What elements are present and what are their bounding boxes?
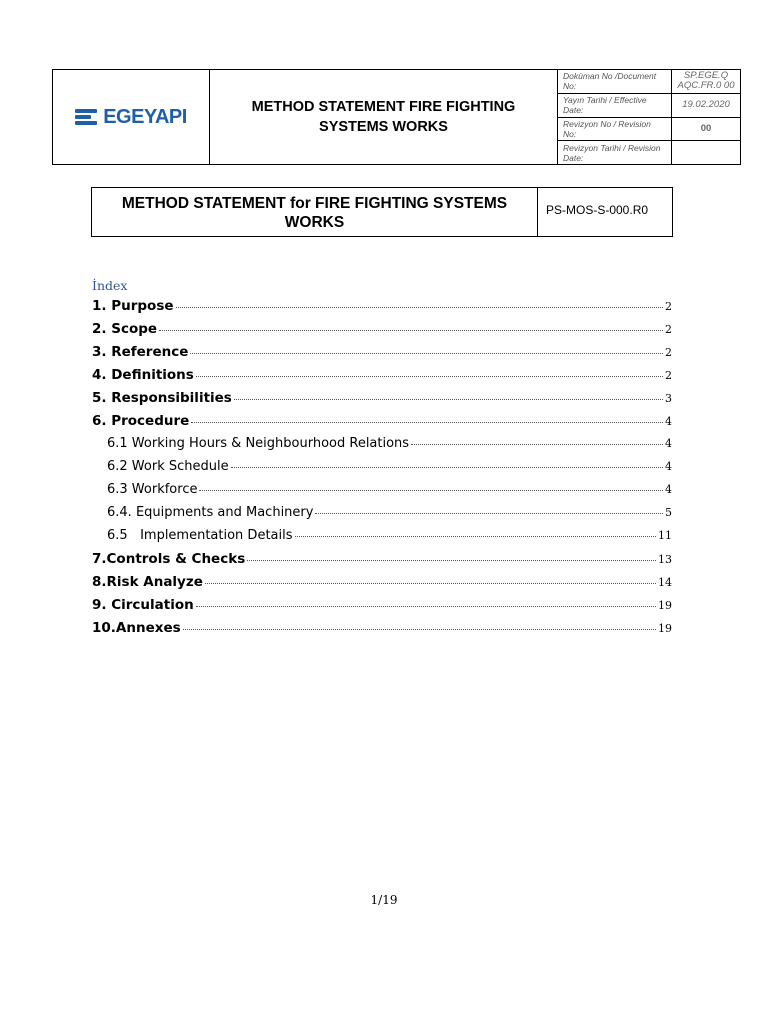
index-heading: İndex [92,278,128,293]
toc-entry-page: 4 [665,483,672,496]
toc-leader-dots [205,583,656,584]
toc-entry-page: 2 [665,323,672,336]
toc-entry-label: 6.5 Implementation Details [107,528,293,543]
toc-entry-label: 9. Circulation [92,597,194,613]
company-logo [75,106,187,129]
toc-entry[interactable] [92,298,672,321]
toc-entry[interactable] [92,321,672,344]
meta-label: Revizyon Tarihi / Revision Date: [558,141,672,164]
meta-row-effective-date [558,94,740,118]
toc-entry[interactable] [92,551,672,574]
toc-entry[interactable] [92,367,672,390]
meta-row-revision-date [558,141,740,164]
toc-entry-page: 2 [665,300,672,313]
toc-leader-dots [183,629,656,630]
meta-value: 19.02.2020 [682,99,730,111]
toc-leader-dots [196,376,663,377]
toc-entry-page: 4 [665,460,672,473]
toc-entry-label: 6. Procedure [92,413,190,429]
toc-entry-page: 3 [665,392,672,405]
toc-entry-page: 2 [665,369,672,382]
toc-entry[interactable] [92,620,672,643]
logo-mark-icon [75,108,99,126]
toc-leader-dots [190,353,663,354]
toc-entry-label: 6.1 Working Hours & Neighbourhood Relations [107,436,410,451]
toc-leader-dots [295,536,657,537]
toc-entry[interactable] [92,505,672,528]
toc-leader-dots [199,490,663,491]
toc-entry-page: 5 [665,506,672,519]
toc-entry-label: 5. Responsibilities [92,390,232,406]
toc-entry-label: 1. Purpose [92,298,174,314]
toc-entry-label: 7.Controls & Checks [92,551,246,567]
toc-leader-dots [247,560,656,561]
table-of-contents [92,298,672,643]
logo-cell [53,70,210,164]
toc-entry-label: 8.Risk Analyze [92,574,203,590]
meta-row-document-no [558,70,740,94]
meta-label: Revizyon No / Revision No: [558,118,672,141]
toc-entry[interactable] [92,459,672,482]
toc-leader-dots [191,422,663,423]
document-title-box [91,187,673,237]
toc-entry-label: 6.2 Work Schedule [107,459,229,474]
toc-entry-page: 13 [658,553,672,566]
toc-entry-page: 19 [658,622,672,635]
toc-leader-dots [315,513,663,514]
toc-entry-label: 6.3 Workforce [107,482,198,497]
toc-entry[interactable] [92,574,672,597]
toc-leader-dots [159,330,663,331]
header-title: METHOD STATEMENT FIRE FIGHTING SYSTEMS WORKS [210,70,558,164]
toc-leader-dots [411,444,663,445]
document-header-table [52,69,741,165]
toc-entry-label: 3. Reference [92,344,189,360]
toc-entry[interactable] [92,344,672,367]
toc-entry-page: 11 [658,529,672,542]
toc-entry[interactable] [92,482,672,505]
toc-entry[interactable] [92,436,672,459]
toc-entry[interactable] [92,390,672,413]
toc-entry-page: 4 [665,415,672,428]
toc-entry-page: 14 [658,576,672,589]
meta-label: Yayın Tarihi / Effective Date: [558,94,672,117]
toc-entry-label: 4. Definitions [92,367,194,383]
meta-row-revision-no [558,118,740,142]
meta-value: SP.EGE.Q AQC.FR.0 00 [677,70,735,92]
toc-entry-label: 6.4. Equipments and Machinery [107,505,314,520]
document-title: METHOD STATEMENT for FIRE FIGHTING SYSTEMS WORKS [92,188,538,236]
header-meta [558,70,740,164]
page-indicator: 1/19 [370,893,398,907]
toc-leader-dots [234,399,663,400]
toc-entry[interactable] [92,413,672,436]
meta-label: Doküman No /Document No: [558,70,672,93]
toc-entry[interactable] [92,597,672,620]
toc-entry-page: 4 [665,437,672,450]
toc-leader-dots [196,606,656,607]
document-code: PS-MOS-S-000.R0 [546,203,649,217]
toc-leader-dots [176,307,663,308]
meta-value: 00 [700,122,712,134]
meta-value [672,141,740,164]
toc-entry-label: 2. Scope [92,321,158,337]
toc-entry-page: 19 [658,599,672,612]
toc-leader-dots [231,467,663,468]
toc-entry-page: 2 [665,346,672,359]
toc-entry[interactable] [92,528,672,551]
logo-text: EGEYAPI [103,105,187,128]
toc-entry-label: 10.Annexes [92,620,181,636]
